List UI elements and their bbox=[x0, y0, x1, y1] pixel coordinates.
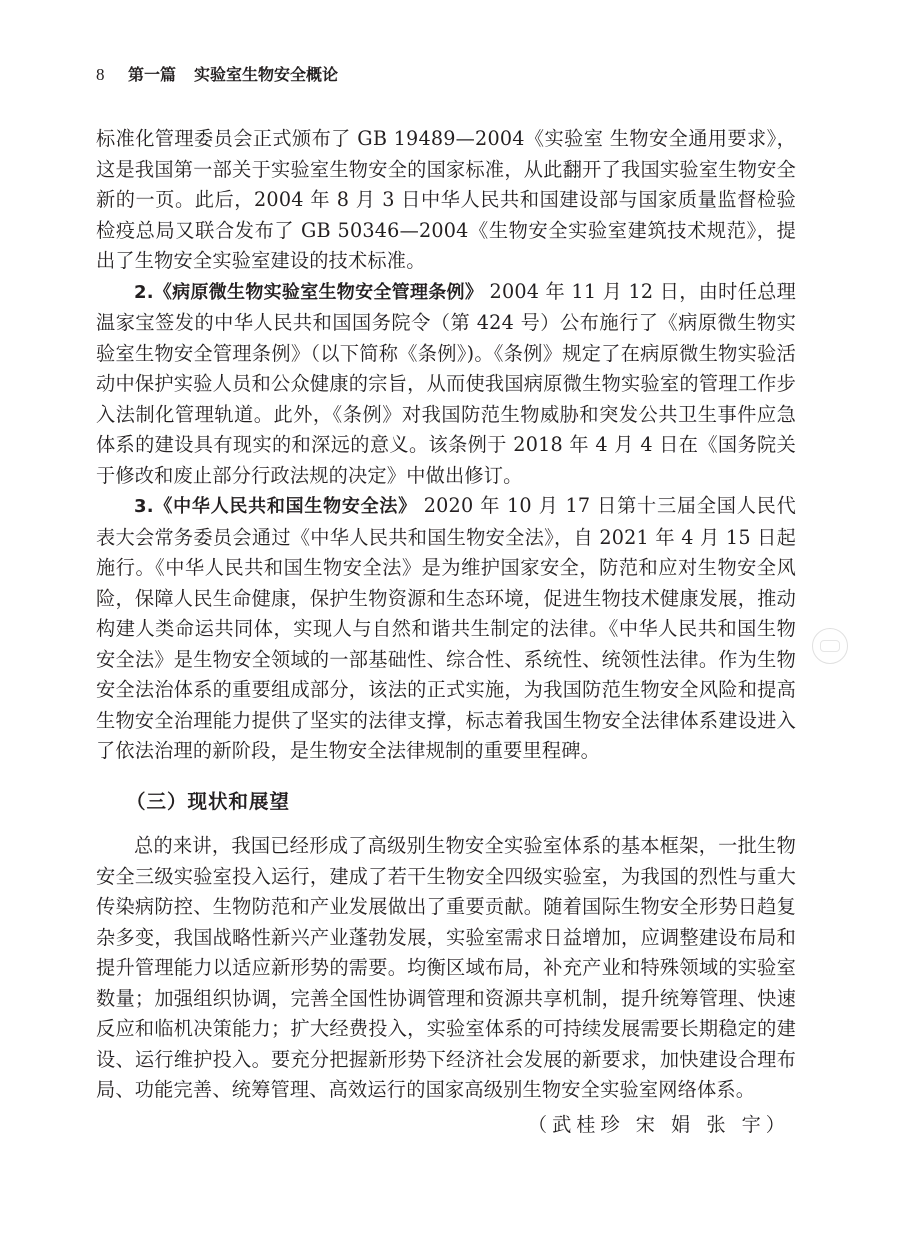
running-header bbox=[96, 62, 338, 88]
paragraph-2-title: 2.《病原微生物实验室生物安全管理条例》 bbox=[134, 281, 484, 303]
paragraph-2-text: 2004 年 11 月 12 日，由时任总理温家宝签发的中华人民共和国国务院令（第 424 号）公布施行了《病原微生物实验室生物安全管理条例》（以下简称《条例》)。《条例》规定了在病原微生物实验活动中保护实验人员和公众健康的宗旨，从而使我国病原微生物实验室的管理工作步入法制化管理轨道。此外，《条例》对我国防范生物威胁和突发公共卫生事件应急体系的建设具有现实的和深远的意义。该条例于 2018 年 4 月 4 日在《国务院关于修改和废止部分行政法规的决定》中做出修订。 bbox=[96, 279, 796, 487]
paragraph-3-title: 3.《中华人民共和国生物安全法》 bbox=[134, 496, 417, 517]
body-text bbox=[96, 124, 796, 1140]
author-credit: （武桂珍 宋 娟 张 宇） bbox=[527, 1112, 790, 1136]
paragraph-4: 总的来讲，我国已经形成了高级别生物安全实验室体系的基本框架，一批生物安全三级实验室投入运行，建成了若干生物安全四级实验室，为我国的烈性与重大传染病防控、生物防范和产业发展做出了重要贡献。随着国际生物安全形势日趋复杂多变，我国战略性新兴产业蓬勃发展，实验室需求日益增加，应调整建设布局和提升管理能力以适应新形势的需要。均衡区域布局，补充产业和特殊领域的实验室数量；加强组织协调，完善全国性协调管理和资源共享机制，提升统筹管理、快速反应和临机决策能力；扩大经费投入，实验室体系的可持续发展需要长期稳定的建设、运行维护投入。要充分把握新形势下经济社会发展的新要求，加快建设合理布局、功能完善、统筹管理、高效运行的国家高级别生物安全实验室网络体系。 bbox=[96, 834, 796, 1101]
chapter-title: 实验室生物安全概论 bbox=[194, 65, 339, 84]
paragraph-3-text: 2020 年 10 月 17 日第十三届全国人民代表大会常务委员会通过《中华人民共和国生物安全法》，自 2021 年 4 月 15 日起施行。《中华人民共和国生物安全法》是为维护国家安全，防范和应对生物安全风险，保障人民生命健康，保护生物资源和生态环境，促进生物技术健康发展，推动构建人类命运共同体，实现人与自然和谐共生制定的法律。《中华人民共和国生物安全法》是生物安全领域的一部基础性、综合性、系统性、统领性法律。作为生物安全法治体系的重要组成部分，该法的正式实施，为我国防范生物安全风险和提高生物安全治理能力提供了坚实的法律支撑，标志着我国生物安全法律体系建设进入了依法治理的新阶段，是生物安全法律规制的重要里程碑。 bbox=[96, 494, 796, 762]
paragraph-1: 标准化管理委员会正式颁布了 GB 19489—2004《实验室 生物安全通用要求》，这是我国第一部关于实验室生物安全的国家标准，从此翻开了我国实验室生物安全新的一页。此后，2004 年 8 月 3 日中华人民共和国建设部与国家质量监督检验检疫总局又联合发布了 GB 50346—2004《生物安全实验室建筑技术规范》，提出了生物安全实验室建设的技术标准。 bbox=[96, 127, 796, 272]
paragraph-3 bbox=[96, 491, 796, 767]
page-number: 8 bbox=[96, 65, 105, 84]
section-heading: （三）现状和展望 bbox=[126, 789, 291, 813]
watermark-seal-icon bbox=[812, 628, 848, 664]
chapter-label: 第一篇 bbox=[128, 65, 177, 84]
paragraph-2 bbox=[96, 277, 796, 492]
